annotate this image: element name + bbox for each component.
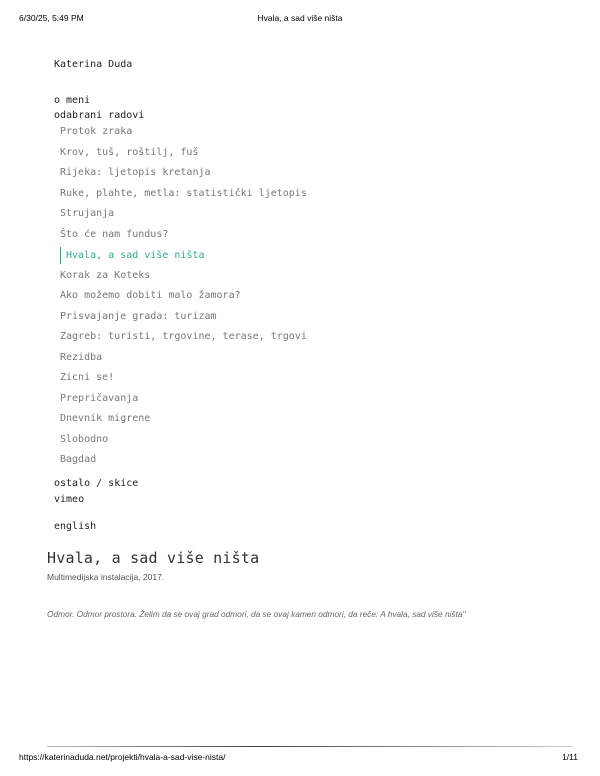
work-link-dnevnik-migrene[interactable]: Dnevnik migrene bbox=[60, 413, 151, 424]
work-link-slobodno[interactable]: Slobodno bbox=[60, 433, 109, 445]
work-link-strujanja[interactable]: Strujanja bbox=[60, 208, 115, 219]
print-page-count: 1/11 bbox=[562, 752, 578, 762]
print-url: https://katerinaduda.net/projekti/hvala-a-sad-vise-nista/ bbox=[19, 752, 226, 762]
work-link-protok-zraka[interactable]: Protok zraka bbox=[60, 126, 133, 137]
work-link-sto-ce-nam-fundus[interactable]: Što će nam fundus? bbox=[60, 228, 169, 240]
work-link-rezidba[interactable]: Rezidba bbox=[60, 351, 103, 363]
work-link-prisvajanje-grada-turizam[interactable]: Prisvajanje grada: turizam bbox=[60, 310, 217, 322]
print-datetime: 6/30/25, 5:49 PM bbox=[19, 13, 84, 23]
work-link-zagreb-turisti[interactable]: Zagreb: turisti, trgovine, terase, trgovi bbox=[60, 331, 307, 342]
intro-text: Odmor. Odmor prostora. Želim da se ovaj grad odmori, da se ovaj kamen odmori, da reče: A hvala, sad više ništa" bbox=[47, 609, 466, 619]
nav-about-link[interactable]: o meni bbox=[54, 95, 91, 106]
work-link-ako-mozemo-dobiti-malo-zamora[interactable]: Ako možemo dobiti malo žamora? bbox=[60, 290, 241, 301]
site-name-link[interactable]: Katerina Duda bbox=[54, 59, 133, 70]
page-title: Hvala, a sad više ništa bbox=[47, 549, 260, 567]
work-link-zicni-se[interactable]: Zicni se! bbox=[60, 372, 115, 383]
work-link-rijeka-ljetopis-kretanja[interactable]: Rijeka: ljetopis kretanja bbox=[60, 167, 211, 178]
works-list bbox=[60, 124, 307, 473]
work-link-bagdad[interactable]: Bagdad bbox=[60, 454, 97, 465]
work-link-korak-za-koteks[interactable]: Korak za Koteks bbox=[60, 269, 151, 281]
nav-other-sketches-link[interactable]: ostalo / skice bbox=[54, 478, 139, 489]
content-divider bbox=[47, 746, 572, 747]
nav-english-link[interactable]: english bbox=[54, 521, 97, 532]
nav-vimeo-link[interactable]: vimeo bbox=[54, 494, 85, 505]
work-link-ruke-plahte-metla[interactable]: Ruke, plahte, metla: statistički ljetopis bbox=[60, 187, 307, 199]
print-header bbox=[0, 13, 600, 27]
page-subtitle: Multimedijska instalacija, 2017. bbox=[47, 572, 165, 582]
print-page-title: Hvala, a sad više ništa bbox=[257, 13, 343, 23]
nav-selected-works-link[interactable]: odabrani radovi bbox=[54, 110, 145, 121]
work-link-prepricavanja[interactable]: Prepričavanja bbox=[60, 392, 139, 404]
work-link-krov-tus-rostilj-fus[interactable]: Krov, tuš, roštilj, fuš bbox=[60, 146, 199, 158]
work-link-hvala-a-sad-vise-nista[interactable]: Hvala, a sad više ništa bbox=[60, 247, 307, 264]
